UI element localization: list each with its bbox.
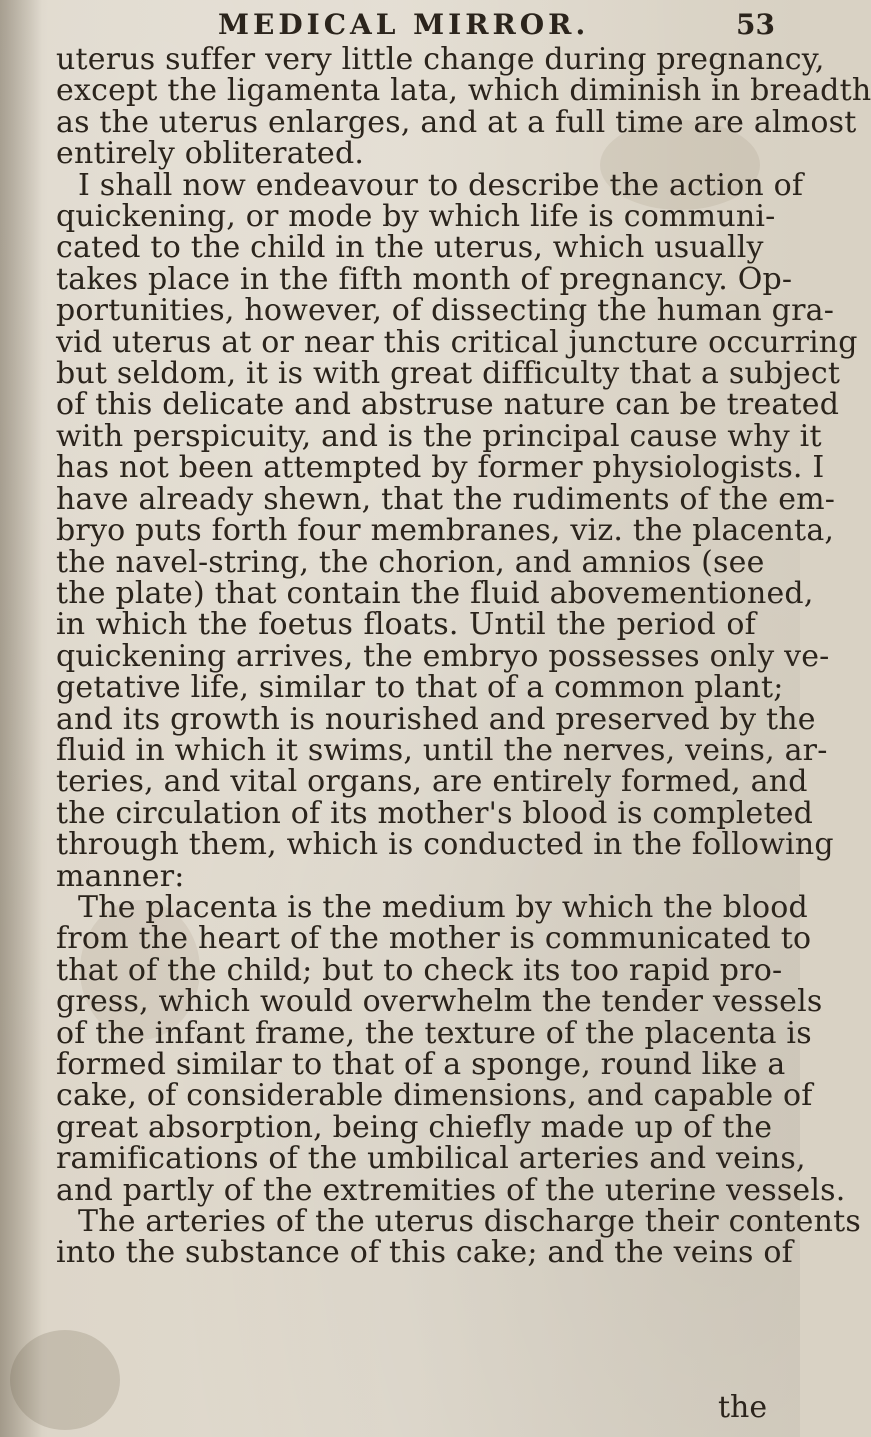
text-line: cake, of considerable dimensions, and capable of <box>56 1078 813 1114</box>
body-text <box>56 42 871 1271</box>
running-head-title: MEDICAL MIRROR. <box>218 8 590 41</box>
text-line: from the heart of the mother is communicated to <box>56 921 812 957</box>
text-line: uterus suffer very little change during pregnancy, <box>56 42 825 77</box>
text-line: the circulation of its mother's blood is completed <box>56 795 814 831</box>
text-line: except the ligamenta lata, which diminish in breadth <box>56 73 871 109</box>
text-line: through them, which is conducted in the following <box>56 827 834 863</box>
text-line: great absorption, being chiefly made up of the <box>56 1109 773 1145</box>
text-line: portunities, however, of dissecting the human gra- <box>56 293 835 329</box>
catchword: the <box>718 1390 768 1425</box>
text-line: quickening, or mode by which life is communi- <box>56 199 776 235</box>
page-number: 53 <box>736 8 775 41</box>
text-line: in which the foetus floats. Until the period of <box>56 607 756 643</box>
text-line: have already shewn, that the rudiments of the em- <box>56 481 836 517</box>
text-line: The placenta is the medium by which the blood <box>78 889 808 925</box>
text-line: takes place in the fifth month of pregnancy. Op- <box>56 261 793 297</box>
text-line: of the infant frame, the texture of the placenta is <box>56 1015 812 1051</box>
text-line: teries, and vital organs, are entirely formed, and <box>56 764 808 800</box>
text-line: bryo puts forth four membranes, viz. the placenta, <box>56 513 835 549</box>
text-line: entirely obliterated. <box>56 136 365 172</box>
text-line: fluid in which it swims, until the nerves, veins, ar- <box>56 732 828 768</box>
text-line: the plate) that contain the fluid abovementioned, <box>56 575 814 611</box>
gutter-shadow <box>0 0 42 1437</box>
text-line: of this delicate and abstruse nature can be treated <box>56 387 840 423</box>
running-head <box>0 6 800 46</box>
text-line: The arteries of the uterus discharge their contents <box>78 1204 861 1240</box>
text-line: has not been attempted by former physiologists. I <box>56 450 825 486</box>
text-line: and partly of the extremities of the uterine vessels. <box>56 1172 846 1208</box>
text-line: ramifications of the umbilical arteries and veins, <box>56 1141 806 1177</box>
text-line: but seldom, it is with great difficulty that a subject <box>56 356 841 392</box>
text-line: as the uterus enlarges, and at a full time are almost <box>56 104 857 140</box>
text-line: the navel-string, the chorion, and amnios (see <box>56 544 765 580</box>
text-line: that of the child; but to check its too rapid pro- <box>56 952 783 988</box>
text-line: with perspicuity, and is the principal cause why it <box>56 418 822 454</box>
paper-stain <box>10 1330 120 1430</box>
text-line: quickening arrives, the embryo possesses only ve- <box>56 638 830 674</box>
text-line: gress, which would overwhelm the tender vessels <box>56 984 823 1020</box>
text-line: into the substance of this cake; and the veins of <box>56 1235 793 1271</box>
text-line: getative life, similar to that of a common plant; <box>56 670 784 706</box>
text-line: I shall now endeavour to describe the action of <box>78 167 804 203</box>
text-line: manner: <box>56 858 185 894</box>
text-line: and its growth is nourished and preserved by the <box>56 701 816 737</box>
text-line: formed similar to that of a sponge, round like a <box>56 1047 786 1082</box>
text-line: vid uterus at or near this critical juncture occurring <box>56 324 858 360</box>
text-line: cated to the child in the uterus, which usually <box>56 230 764 266</box>
